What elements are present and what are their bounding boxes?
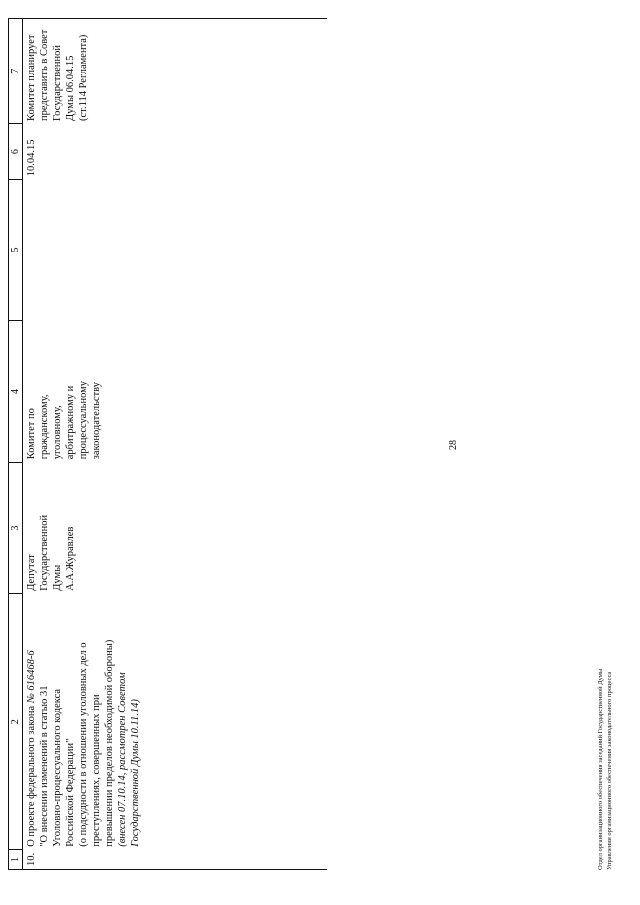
page-number: 28 [448,440,459,450]
bill-line: превышении пределов необходимой обороны) [104,639,115,847]
initiator-line: Думы [52,564,63,591]
bill-note: (внесен 07.10.14, рассмотрен Советом [117,672,128,847]
bill-title-cell [23,594,328,850]
row-number-cell [23,850,328,870]
committee-line: Комитет по [26,408,37,460]
date-value: 10.04.15 [26,139,37,177]
header-col-6: 6 [9,124,23,179]
committee-cell [23,321,328,463]
initiator-line: А.А.Журавлев [65,526,76,591]
committee-line: процессуальному [78,380,89,460]
date-cell [23,124,328,179]
footer [596,669,614,870]
col5-cell [23,179,328,321]
plan-line: Государственной [52,45,63,121]
row-number: 10. [26,852,37,866]
bill-title-prefix: О проекте федерального закона [26,705,37,847]
initiator-line: Депутат [26,554,37,591]
header-col-7: 7 [9,19,23,124]
header-col-5: 5 [9,179,23,321]
bill-line: "О внесении изменений в статью 31 [39,685,50,847]
plan-cell [23,19,328,124]
bill-note: Государственной Думы 10.11.14) [130,699,141,847]
committee-line: гражданскому, [39,394,50,460]
plan-line: (ст.114 Регламента) [78,34,89,121]
committee-line: законодательству [91,381,102,460]
table-header-row [9,19,23,870]
header-col-2: 2 [9,594,23,850]
header-col-1: 1 [9,850,23,870]
legislation-table [8,18,327,870]
committee-line: арбитражному и [65,385,76,460]
bill-line: Российской Федерации" [65,738,76,847]
bill-line: преступлениях, совершенных при [91,694,102,847]
table-row [23,19,328,870]
plan-line: Думы 06.04.15 [65,55,76,121]
plan-line: Комитет планирует [26,34,37,121]
footer-line-2: Управления организационного обеспечения законодательного процесса [606,671,613,870]
bill-number: № 616468-6 [26,650,37,704]
initiator-line: Государственной [39,514,50,591]
header-col-4: 4 [9,321,23,463]
plan-line: представить в Совет [39,29,50,121]
bill-title-line [25,597,38,847]
header-col-3: 3 [9,462,23,594]
bill-line: (о подсудности в отношении уголовных дел о [78,642,89,847]
bill-line: Уголовно-процессуального кодекса [52,688,63,847]
initiator-cell [23,462,328,594]
footer-line-1: Отдел организационного обеспечения заседаний Государственной Думы [597,668,604,870]
committee-line: уголовному, [52,405,63,460]
